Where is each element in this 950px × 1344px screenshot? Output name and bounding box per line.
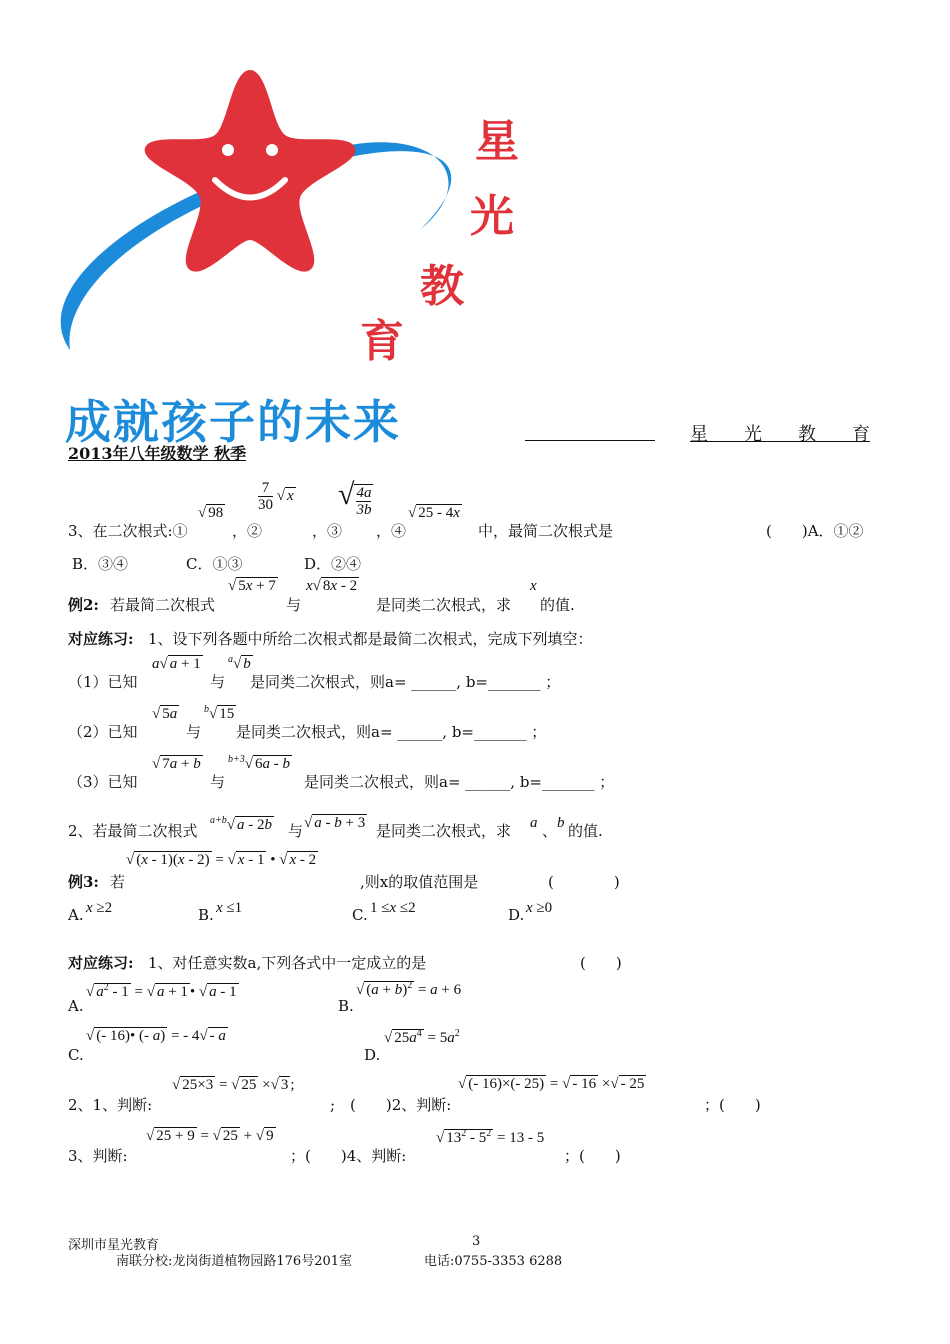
slogan: 成就孩子的未来 bbox=[65, 395, 401, 449]
practice2-bracket: ( ) bbox=[580, 954, 622, 972]
ex2-root2: x√ 8x - 2 bbox=[306, 578, 358, 594]
ex3-option-c: C. bbox=[352, 906, 368, 924]
ex2-text4: 的值. bbox=[540, 596, 575, 614]
p2-option-a-math: √ $a^2 - 1$ = √ a + 1 • √ a - 1 bbox=[86, 982, 237, 1000]
q3-option-b: B．③④ bbox=[72, 555, 129, 573]
ex3-formula: √ (x - 1)(x - 2) = √ x - 1 • √ x - 2 bbox=[126, 852, 317, 868]
p1-item2-root2: $^b$√ 15 bbox=[204, 704, 235, 722]
brand-char-2: 光 bbox=[470, 191, 514, 242]
p1-item2-mid: 与 bbox=[186, 723, 202, 741]
logo-graphic bbox=[60, 60, 540, 390]
p1-item3-num: （3）已知 bbox=[68, 773, 138, 791]
p2-option-a: A. bbox=[68, 997, 84, 1015]
p1-q2-text2: 与 bbox=[288, 822, 304, 840]
footer-address: 南联分校:龙岗街道植物园路176号201室 bbox=[116, 1254, 353, 1269]
ex3-option-b-math: x ≤1 bbox=[216, 900, 243, 916]
p2-option-c: C. bbox=[68, 1046, 84, 1064]
course-title: 2013年八年级数学 秋季 bbox=[68, 444, 247, 463]
judge3-end: ；( )4、判断: bbox=[290, 1147, 407, 1165]
brand-char-4: 育 bbox=[360, 316, 404, 367]
ex2-root1: √ 5x + 7 bbox=[228, 578, 276, 594]
q3-option-d: D．②④ bbox=[304, 555, 362, 573]
judge1-math: √ 25×3 = √ 25 ×√ 3 ; bbox=[172, 1077, 295, 1093]
practice2-intro: 1、对任意实数a,下列各式中一定成立的是 bbox=[148, 954, 427, 972]
q3-root1: √ 98 bbox=[198, 505, 224, 521]
p2-option-b: B. bbox=[338, 997, 354, 1015]
ex2-label: 例2: bbox=[68, 596, 99, 614]
ex3-option-a: A. bbox=[68, 906, 84, 924]
q3-suffix: 中，最简二次根式是 bbox=[478, 522, 614, 540]
p1-q2-text3: 是同类二次根式，求 bbox=[376, 822, 512, 840]
p2-option-c-math: √ (- 16)• (- a) = - 4√ - a bbox=[86, 1028, 226, 1044]
q3-root2: $\frac{7}{30}$ √ x bbox=[258, 480, 294, 513]
p1-item3-root1: √ 7a + b bbox=[152, 756, 201, 772]
ex2-text1: 若最简二次根式 bbox=[110, 596, 216, 614]
p1-item3-rest: 是同类二次根式，则a= ______, b=_______ ； bbox=[304, 773, 615, 791]
footer-page: 3 bbox=[472, 1234, 481, 1249]
p1-item1-mid: 与 bbox=[210, 673, 226, 691]
practice1-label: 对应练习: bbox=[68, 630, 134, 648]
q3-sep2: ，② bbox=[232, 522, 263, 540]
footer-school: 深圳市星光教育 bbox=[68, 1238, 160, 1253]
judge4-math: √ $13^2 - 5^2 = 13 - 5$ bbox=[436, 1128, 545, 1146]
p1-item2-num: （2）已知 bbox=[68, 723, 138, 741]
brand-char-3: 教 bbox=[420, 261, 464, 312]
p1-item1-root1: a√ a + 1 bbox=[152, 656, 201, 672]
practice1-intro: 1、设下列各题中所给二次根式都是最简二次根式，完成下列填空： bbox=[148, 630, 593, 648]
judge3-math: √ 25 + 9 = √ 25 + √ 9 bbox=[146, 1128, 274, 1144]
p2-option-d-math: √ $25a^4 = 5a^2$ bbox=[384, 1028, 460, 1046]
p2-option-d: D. bbox=[364, 1046, 381, 1064]
p1-q2-var-b: b bbox=[557, 815, 565, 831]
footer-phone: 电话:0755-3353 6288 bbox=[424, 1254, 563, 1269]
q3-sep3: ，③ bbox=[312, 522, 343, 540]
q3-option-c: C．①③ bbox=[186, 555, 243, 573]
p2-option-b-math: √ $(a + b)^2 = a + 6$ bbox=[356, 980, 462, 998]
p1-q2-text5: 的值. bbox=[568, 822, 603, 840]
q3-root4: √ 25 - 4x bbox=[408, 505, 460, 521]
ex2-var: x bbox=[530, 578, 537, 594]
brand-char-1: 星 bbox=[475, 116, 519, 167]
p1-item2-root1: √ 5a bbox=[152, 706, 178, 722]
p1-item3-mid: 与 bbox=[210, 773, 226, 791]
q3-root3: √ $\frac{4a}{3b}$ bbox=[338, 478, 372, 518]
logo bbox=[60, 60, 540, 450]
judge2-end: ；( ) bbox=[704, 1096, 761, 1114]
ex3-text2: ,则x的取值范围是 bbox=[360, 873, 479, 891]
judge3-label: 3、判断: bbox=[68, 1147, 128, 1165]
star-icon bbox=[145, 70, 356, 272]
judge2-math: √ (- 16)×(- 25) = √ - 16 ×√ - 25 bbox=[458, 1076, 645, 1092]
ex3-option-c-math: 1 ≤x ≤2 bbox=[370, 900, 416, 916]
p1-item3-root2: $^{b+3}$√ 6a - b bbox=[228, 754, 290, 772]
p1-q2-root1: $^{a+b}$√ a - 2b bbox=[210, 815, 272, 833]
ex2-text3: 是同类二次根式，求 bbox=[376, 596, 512, 614]
p1-item1-rest: 是同类二次根式，则a= ______, b=_______ ； bbox=[250, 673, 561, 691]
brand-right: 星 光 教 育 bbox=[690, 424, 870, 445]
q3-sep4: ，④ bbox=[376, 522, 407, 540]
ex3-option-b: B. bbox=[198, 906, 214, 924]
p1-q2-text4: 、 bbox=[542, 822, 558, 840]
ex3-bracket: ( ) bbox=[548, 873, 620, 891]
ex3-text1: 若 bbox=[110, 873, 126, 891]
judge1-label: 2、1、判断: bbox=[68, 1096, 153, 1114]
p1-item1-root2: $^a$√ b bbox=[228, 654, 251, 672]
judge4-end: ；( ) bbox=[564, 1147, 621, 1165]
header-rule bbox=[525, 440, 655, 441]
p1-item2-rest: 是同类二次根式，则a= ______, b=_______ ； bbox=[236, 723, 547, 741]
practice2-label: 对应练习: bbox=[68, 954, 134, 972]
q3-bracket: ( )A．①② bbox=[766, 522, 864, 540]
ex3-option-d-math: x ≥0 bbox=[526, 900, 553, 916]
ex3-option-d: D. bbox=[508, 906, 525, 924]
ex3-label: 例3: bbox=[68, 873, 99, 891]
ex3-option-a-math: x ≥2 bbox=[86, 900, 113, 916]
p1-q2-text1: 2、若最简二次根式 bbox=[68, 822, 198, 840]
q3-line: 3、在二次根式:① bbox=[68, 522, 188, 540]
ex2-text2: 与 bbox=[286, 596, 302, 614]
judge1-end: ; ( )2、判断: bbox=[330, 1096, 452, 1114]
p1-item1-num: （1）已知 bbox=[68, 673, 138, 691]
p1-q2-var-a: a bbox=[530, 815, 538, 831]
p1-q2-root2: √ a - b + 3 bbox=[304, 815, 366, 831]
